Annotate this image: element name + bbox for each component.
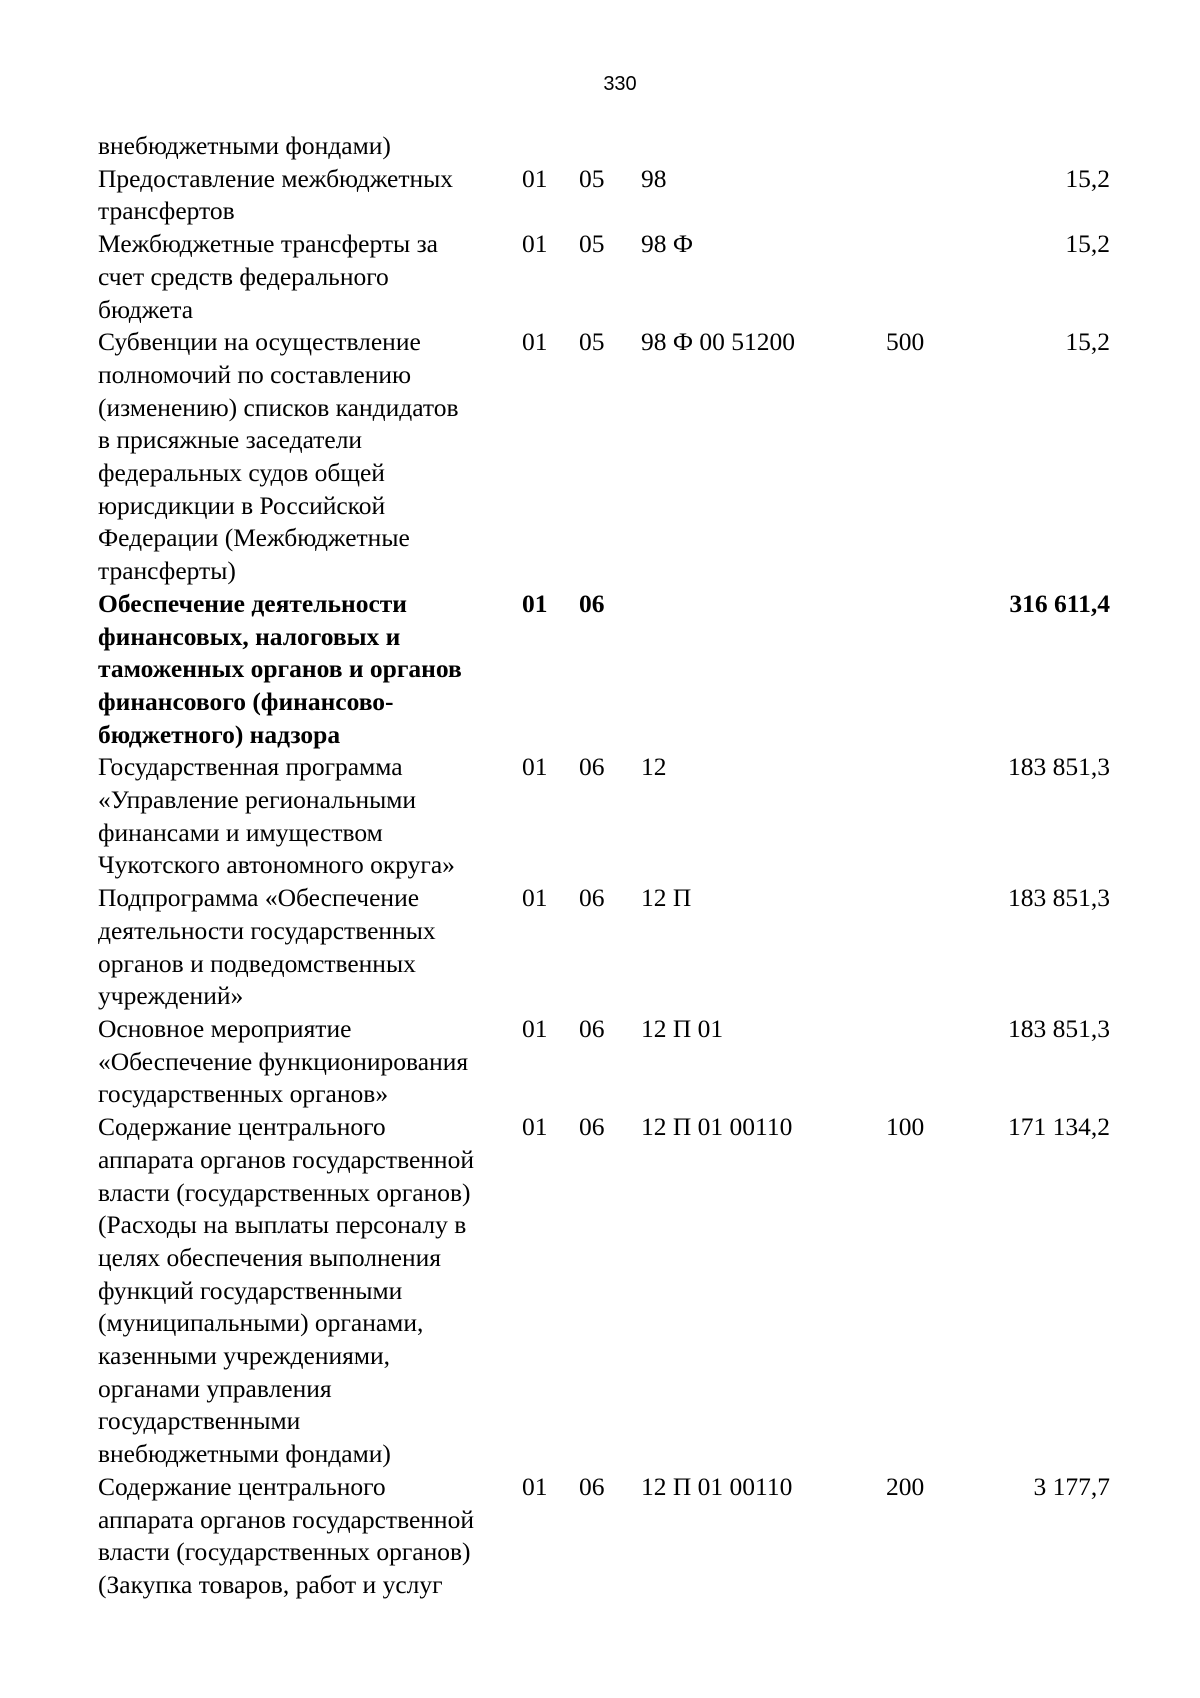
row-name xyxy=(98,1111,518,1471)
section-code: 01 xyxy=(522,588,548,618)
amount: 3 177,7 xyxy=(1033,1471,1110,1501)
budget-table xyxy=(98,130,1168,1602)
table-row xyxy=(98,326,1168,588)
row-name-line: бюджетного) надзора xyxy=(98,719,341,749)
row-name-line: финансового (финансово- xyxy=(98,686,394,716)
table-row xyxy=(98,130,1168,163)
section-code: 01 xyxy=(522,327,548,357)
row-name-line: государственными xyxy=(98,1406,301,1436)
section-code: 01 xyxy=(522,883,548,913)
table-row xyxy=(98,882,1168,1013)
row-name xyxy=(98,751,518,882)
table-row xyxy=(98,1111,1168,1471)
row-name xyxy=(98,1013,518,1111)
page-number: 330 xyxy=(603,73,637,95)
row-name-line: таможенных органов и органов xyxy=(98,654,462,684)
row-name-line: (изменению) списков кандидатов xyxy=(98,392,459,422)
subsection-code: 05 xyxy=(579,327,605,357)
row-name-line: полномочий по составлению xyxy=(98,359,412,389)
row-name-line: Субвенции на осуществление xyxy=(98,327,421,357)
subsection-code: 06 xyxy=(579,588,605,618)
row-name-line: Содержание центрального xyxy=(98,1112,386,1142)
table-row xyxy=(98,1013,1168,1111)
row-name-line: (муниципальными) органами, xyxy=(98,1308,424,1338)
row-name xyxy=(98,326,518,588)
target-article-code: 12 П 01 00110 xyxy=(641,1112,793,1142)
section-code: 01 xyxy=(522,752,548,782)
amount: 15,2 xyxy=(1065,327,1110,357)
target-article-code: 12 xyxy=(641,752,667,782)
row-name-line: в присяжные заседатели xyxy=(98,425,363,455)
amount: 171 134,2 xyxy=(1008,1112,1110,1142)
row-name-line: аппарата органов государственной xyxy=(98,1144,474,1174)
row-name-line: (Расходы на выплаты персоналу в xyxy=(98,1210,467,1240)
row-name-line: Межбюджетные трансферты за xyxy=(98,229,438,259)
row-name xyxy=(98,882,518,1013)
row-name-line: Федерации (Межбюджетные xyxy=(98,523,410,553)
subsection-code: 06 xyxy=(579,1112,605,1142)
row-name-line: Обеспечение деятельности xyxy=(98,588,407,618)
row-name-line: Подпрограмма «Обеспечение xyxy=(98,883,420,913)
row-name-line: Основное мероприятие xyxy=(98,1013,352,1043)
row-name-line: Содержание центрального xyxy=(98,1471,386,1501)
row-name-line: трансферты) xyxy=(98,556,236,586)
target-article-code: 12 П xyxy=(641,883,692,913)
row-name-line: федеральных судов общей xyxy=(98,458,385,488)
section-code: 01 xyxy=(522,1013,548,1043)
amount: 183 851,3 xyxy=(1008,1013,1110,1043)
row-name-line: Государственная программа xyxy=(98,752,403,782)
subsection-code: 06 xyxy=(579,1471,605,1501)
row-name-line: «Обеспечение функционирования xyxy=(98,1046,469,1076)
row-name-line: органов и подведомственных xyxy=(98,948,416,978)
target-article-code: 12 П 01 xyxy=(641,1013,724,1043)
row-name-line: власти (государственных органов) xyxy=(98,1537,471,1567)
row-name-line: государственных органов» xyxy=(98,1079,389,1109)
row-name-line: Предоставление межбюджетных xyxy=(98,163,454,193)
row-name-line: (Закупка товаров, работ и услуг xyxy=(98,1569,443,1599)
target-article-code: 98 Ф 00 51200 xyxy=(641,327,796,357)
row-name xyxy=(98,1471,518,1602)
row-name xyxy=(98,130,518,163)
section-code: 01 xyxy=(522,163,548,193)
expense-type-code: 100 xyxy=(886,1112,925,1142)
subsection-code: 05 xyxy=(579,163,605,193)
row-name xyxy=(98,588,518,752)
section-code: 01 xyxy=(522,1471,548,1501)
amount: 183 851,3 xyxy=(1008,883,1110,913)
row-name-line: финансовых, налоговых и xyxy=(98,621,401,651)
row-name-line: финансами и имуществом xyxy=(98,817,383,847)
expense-type-code: 500 xyxy=(886,327,925,357)
amount: 15,2 xyxy=(1065,163,1110,193)
table-row xyxy=(98,163,1168,228)
target-article-code: 98 Ф xyxy=(641,229,694,259)
table-row xyxy=(98,588,1168,752)
row-name-line: учреждений» xyxy=(98,981,244,1011)
amount: 15,2 xyxy=(1065,229,1110,259)
row-name-line: счет средств федерального xyxy=(98,261,389,291)
row-name-line: Чукотского автономного округа» xyxy=(98,850,455,880)
table-row xyxy=(98,1471,1168,1602)
row-name-line: юрисдикции в Российской xyxy=(98,490,386,520)
row-name-line: внебюджетными фондами) xyxy=(98,131,391,160)
amount: 183 851,3 xyxy=(1008,752,1110,782)
row-name-line: бюджета xyxy=(98,294,194,324)
target-article-code: 98 xyxy=(641,163,667,193)
row-name-line: власти (государственных органов) xyxy=(98,1177,471,1207)
row-name-line: органами управления xyxy=(98,1373,332,1403)
subsection-code: 05 xyxy=(579,229,605,259)
section-code: 01 xyxy=(522,1112,548,1142)
row-name-line: функций государственными xyxy=(98,1275,403,1305)
row-name-line: «Управление региональными xyxy=(98,785,417,815)
row-name-line: целях обеспечения выполнения xyxy=(98,1242,442,1272)
row-name-line: казенными учреждениями, xyxy=(98,1341,391,1371)
row-name-line: аппарата органов государственной xyxy=(98,1504,474,1534)
row-name xyxy=(98,163,518,228)
subsection-code: 06 xyxy=(579,752,605,782)
target-article-code: 12 П 01 00110 xyxy=(641,1471,793,1501)
expense-type-code: 200 xyxy=(886,1471,925,1501)
amount: 316 611,4 xyxy=(1009,588,1110,618)
section-code: 01 xyxy=(522,229,548,259)
table-row xyxy=(98,751,1168,882)
row-name-line: трансфертов xyxy=(98,196,235,226)
subsection-code: 06 xyxy=(579,883,605,913)
row-name-line: деятельности государственных xyxy=(98,915,436,945)
subsection-code: 06 xyxy=(579,1013,605,1043)
row-name-line: внебюджетными фондами) xyxy=(98,1439,391,1469)
table-row xyxy=(98,228,1168,326)
row-name xyxy=(98,228,518,326)
